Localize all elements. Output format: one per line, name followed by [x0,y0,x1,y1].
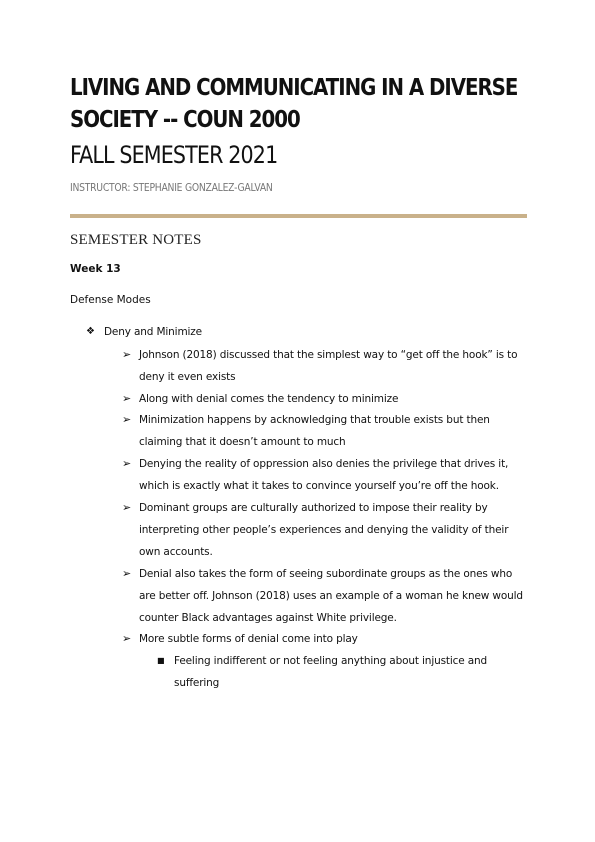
week-label: Week 13 [70,263,121,275]
arrow-bullet-icon: ➢ [122,392,132,405]
arrow-bullet-icon: ➢ [122,501,132,514]
arrow-bullet-icon: ➢ [122,457,132,470]
outline-point-text: Along with denial comes the tendency to minimize [139,393,399,405]
outline-item-label: Deny and Minimize [104,326,202,338]
instructor-line: INSTRUCTOR: STEPHANIE GONZALEZ-GALVAN [70,181,273,194]
outline-point-text: Johnson (2018) discussed that the simplest way to “get off the hook” is to deny it even exists [139,349,518,383]
semester-title: FALL SEMESTER 2021 [70,141,278,169]
arrow-bullet-icon: ➢ [122,632,132,645]
outline-point-text: Dominant groups are culturally authorized to impose their reality by interpreting other people’s experiences and denying the validity of their own accounts. [139,502,509,558]
outline-subpoint-text: Feeling indifferent or not feeling anything about injustice and suffering [174,655,488,689]
course-title-line-2: SOCIETY -- COUN 2000 [70,107,300,133]
course-title [70,72,518,136]
topic-label: Defense Modes [70,294,151,306]
outline-point-text: Minimization happens by acknowledging that trouble exists but then claiming that it doesn’t amount to much [139,414,490,448]
divider-rule [70,214,527,218]
outline-point-text: Denial also takes the form of seeing subordinate groups as the ones who are better off. Johnson (2018) uses an example of a woman he knew would counter Black advantages against White privilege. [139,568,523,624]
arrow-bullet-icon: ➢ [122,567,132,580]
diamond-bullet-icon: ❖ [86,326,95,337]
section-heading: SEMESTER NOTES [70,232,202,248]
course-title-line-1: LIVING AND COMMUNICATING IN A DIVERSE [70,75,518,101]
outline-point-text: Denying the reality of oppression also denies the privilege that drives it, which is exactly what it takes to convince yourself you’re off the hook. [139,458,509,492]
square-bullet-icon: ■ [157,656,165,665]
outline-point-text: More subtle forms of denial come into play [139,633,358,645]
arrow-bullet-icon: ➢ [122,348,132,361]
arrow-bullet-icon: ➢ [122,413,132,426]
